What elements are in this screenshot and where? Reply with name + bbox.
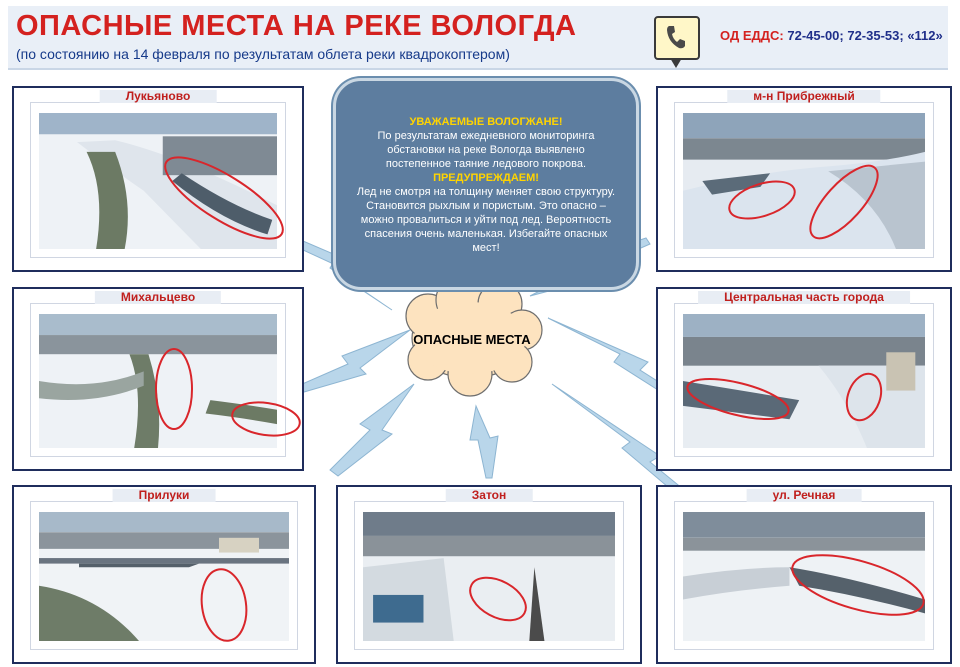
cloud-label: ОПАСНЫЕ МЕСТА [413,332,531,347]
lightning-bolt-icon [300,330,410,392]
location-label: Михальцево [95,291,221,304]
location-card-pribrezhny [656,86,952,272]
danger-highlight [14,289,302,469]
location-card-city-center [656,287,952,471]
location-card-mikhaltsevo [12,287,304,471]
notice-heading-greeting: УВАЖАЕМЫЕ ВОЛОГЖАНЕ! [409,116,563,128]
location-label: Затон [446,489,533,502]
location-label: ул. Речная [747,489,862,502]
danger-highlight [658,487,950,662]
notice-box [333,78,639,290]
location-label: Центральная часть города [698,291,910,304]
location-card-rechnaya [656,485,952,664]
location-label: Прилуки [113,489,216,502]
lightning-bolt-icon [330,384,414,476]
notice-text-warning: Лед не смотря на толщину меняет свою структуру. Становится рыхлым и пористым. Это опасно – можно провалиться и уйти под лед. Вероятность спасения очень маленькая. Избегайте опасных мест! [356,186,616,254]
page-title: ОПАСНЫЕ МЕСТА НА РЕКЕ ВОЛОГДА [16,10,577,42]
contacts-label: ОД ЕДДС: [720,28,784,43]
page-subtitle: (по состоянию на 14 февраля по результатам облета реки квадрокоптером) [16,46,510,62]
danger-highlight [14,88,302,270]
location-card-priluki [12,485,316,664]
danger-highlight [14,487,314,662]
contacts-numbers: 72-45-00; 72-35-53; «112» [787,28,943,43]
danger-highlight [338,487,640,662]
danger-highlight [658,289,950,469]
notice-heading-warning: ПРЕДУПРЕЖДАЕМ! [433,172,539,184]
lightning-bolt-icon [470,406,498,478]
notice-text-monitoring: По результатам ежедневного мониторинга обстановки на реке Вологда выявлено постепенное таяние ледового покрова. [377,130,595,170]
location-label: Лукьяново [100,90,217,103]
danger-highlight [658,88,950,270]
location-label: м-н Прибрежный [727,90,880,103]
location-card-zaton [336,485,642,664]
location-card-lukyanovo [12,86,304,272]
